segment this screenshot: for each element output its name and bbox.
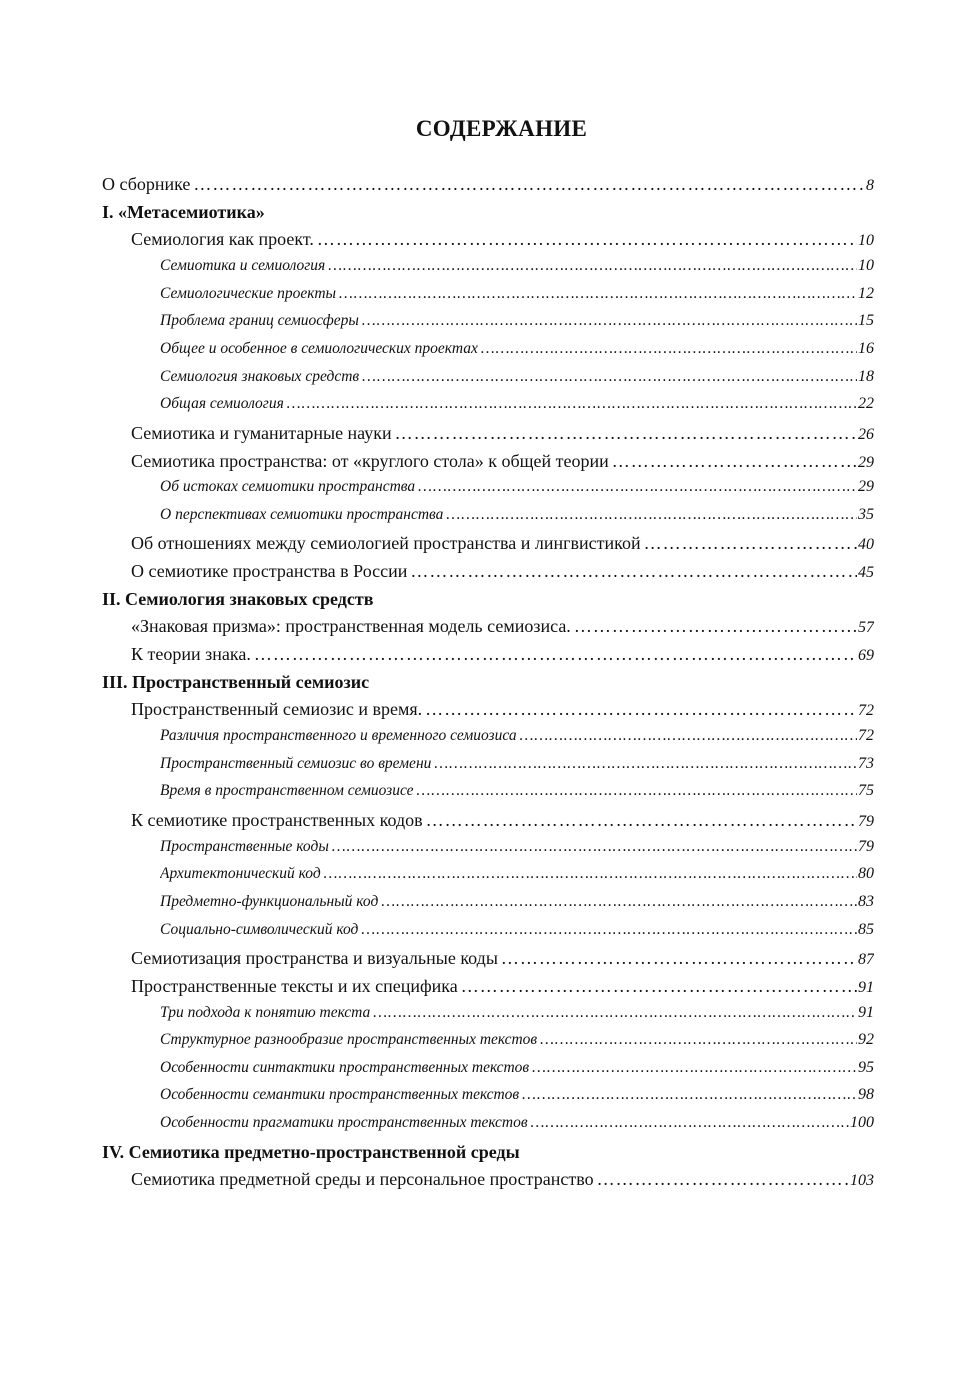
toc-page-number: 57 [858, 619, 874, 637]
toc-entry [160, 838, 874, 856]
toc-entry-label: Различия пространственного и временного семиозиса [160, 727, 517, 744]
toc-entry-label: «Знаковая призма»: пространственная модель семиозиса. [131, 616, 571, 637]
toc-entry [131, 533, 874, 554]
toc-entry-label: Проблема границ семиосферы [160, 312, 359, 330]
dot-leader [540, 1031, 857, 1049]
page-title: СОДЕРЖАНИЕ [415, 116, 588, 141]
toc-section-label: II. Семиология знаковых средств [102, 588, 374, 609]
toc-page-number: 91 [858, 978, 874, 996]
toc-entry-label: Архитектонический код [160, 865, 321, 883]
toc-page-number: 35 [858, 505, 874, 523]
toc-entry [160, 340, 874, 358]
toc-page-number: 29 [858, 453, 874, 471]
toc-section-heading [102, 672, 874, 693]
toc-entry [160, 312, 874, 330]
toc-entry-label: О семиотике пространства в России [131, 561, 408, 582]
dot-leader [193, 174, 865, 195]
toc-page-number: 8 [866, 177, 874, 194]
toc-entry [160, 368, 874, 386]
toc-entry-label: О перспективах семиотики пространства [160, 505, 444, 523]
toc-entry [131, 699, 874, 720]
toc-page-number: 26 [858, 425, 874, 443]
toc-page-number: 16 [858, 339, 874, 357]
toc-entry-label: Социально-символический код [160, 920, 359, 938]
dot-leader [317, 229, 857, 250]
dot-leader [644, 533, 857, 554]
toc-page-number: 69 [858, 647, 874, 665]
toc-entry-label: Особенности семантики пространственных текстов [160, 1086, 520, 1104]
toc-page-number: 79 [858, 812, 874, 830]
dot-leader [481, 340, 857, 358]
toc-entry-label: Семиотизация пространства и визуальные коды [131, 948, 498, 969]
dot-leader [522, 1086, 857, 1104]
dot-leader [597, 1169, 849, 1190]
toc-entry [160, 727, 874, 745]
toc-entry-label: Семиология как проект. [131, 229, 314, 250]
dot-leader [461, 976, 857, 997]
toc-entry [160, 782, 874, 800]
dot-leader [395, 423, 857, 444]
toc-entry [131, 644, 874, 665]
toc-section-label: III. Пространственный семиозис [102, 671, 370, 692]
toc-entry [131, 451, 874, 472]
toc-page-number: 75 [858, 782, 874, 800]
toc-entry-label: Три подхода к понятию текста [160, 1003, 371, 1021]
toc-entry [160, 1114, 874, 1132]
toc-entry-label: Семиотика предметной среды и персональное пространство [131, 1169, 594, 1190]
dot-leader [434, 755, 857, 773]
toc-page-number: 100 [850, 1114, 874, 1132]
toc-entry [160, 478, 874, 496]
toc-entry-label: Предметно-функциональный код [160, 892, 379, 910]
toc-entry [160, 865, 874, 883]
toc-entry-label: Об истоках семиотики пространства [160, 478, 416, 496]
toc-page-number: 98 [858, 1086, 874, 1104]
toc-entry-label: Пространственный семиозис во времени [160, 754, 432, 772]
toc-section-heading [102, 202, 874, 223]
toc-entry-label: Общая семиология [160, 395, 284, 413]
toc-page-number: 87 [858, 951, 874, 969]
toc-page-number: 73 [858, 754, 874, 772]
dot-leader [339, 285, 857, 303]
toc-entry [160, 755, 874, 773]
toc-section-label: IV. Семиотика предметно-пространственной среды [102, 1141, 520, 1162]
toc-page-number: 85 [858, 920, 874, 938]
dot-leader [362, 312, 857, 330]
dot-leader [531, 1114, 849, 1132]
toc-entry-label: Семиотика пространства: от «круглого стола» к общей теории [131, 450, 609, 471]
toc-entry [131, 948, 874, 969]
dot-leader [532, 1059, 857, 1077]
dot-leader [287, 395, 857, 413]
dot-leader [332, 838, 857, 856]
toc-page-number: 10 [858, 232, 874, 250]
toc-entry [160, 395, 874, 413]
toc-page-number: 45 [858, 564, 874, 582]
toc-entry [160, 506, 874, 524]
toc-page-number: 10 [858, 256, 874, 274]
toc-page-number: 12 [858, 284, 874, 302]
toc-entry-label: Семиотика и гуманитарные науки [131, 422, 392, 443]
toc-entry [131, 810, 874, 831]
toc-page-number: 18 [858, 367, 874, 385]
dot-leader [381, 893, 857, 911]
toc-entry [160, 1059, 874, 1077]
toc-entry [160, 1086, 874, 1104]
toc-page-number: 29 [858, 478, 874, 496]
toc-entry-label: Общее и особенное в семиологических проектах [160, 339, 478, 357]
toc-entry-label: К семиотике пространственных кодов [131, 809, 423, 830]
toc-entry-label: Особенности синтактики пространственных текстов [160, 1058, 530, 1076]
dot-leader [426, 810, 857, 831]
toc-entry [160, 1031, 874, 1049]
dot-leader [361, 921, 857, 939]
dot-leader [520, 727, 857, 745]
toc-entry [131, 423, 874, 444]
dot-leader [501, 948, 857, 969]
dot-leader [574, 616, 857, 637]
toc-section-heading [102, 589, 874, 610]
toc-entry [131, 976, 874, 997]
toc-entry [160, 285, 874, 303]
toc-entry-label: Структурное разнообразие пространственных текстов [160, 1031, 538, 1049]
toc-entry-label: Семиотика и семиология [160, 256, 326, 274]
toc-entry [102, 174, 874, 195]
toc-page-number: 103 [850, 1172, 874, 1190]
dot-leader [425, 699, 857, 720]
toc-entry-label: Пространственный семиозис и время. [131, 699, 423, 720]
toc-page-number: 15 [858, 312, 874, 330]
toc-entry [160, 893, 874, 911]
toc-entry [131, 1169, 874, 1190]
dot-leader [446, 506, 857, 524]
toc-section-heading [102, 1142, 874, 1163]
dot-leader [373, 1004, 857, 1022]
toc-entry-label: Особенности прагматики пространственных текстов [160, 1114, 528, 1132]
toc-entry-label: Пространственные коды [160, 837, 329, 855]
dot-leader [254, 644, 857, 665]
toc-entry-label: Семиологические проекты [160, 284, 337, 302]
toc-page-number: 95 [858, 1058, 874, 1076]
toc-entry-label: О сборнике [102, 174, 191, 194]
toc-page-number: 91 [858, 1003, 874, 1021]
toc-entry-label: К теории знака. [131, 644, 251, 665]
toc-page-number: 83 [858, 892, 874, 910]
toc-section-label: I. «Метасемиотика» [102, 201, 265, 222]
dot-leader [328, 257, 857, 275]
dot-leader [417, 782, 858, 800]
toc-page-number: 79 [858, 837, 874, 855]
toc-page-number: 40 [858, 536, 874, 554]
dot-leader [410, 561, 857, 582]
toc-entry [131, 616, 874, 637]
toc-page-number: 22 [858, 395, 874, 413]
toc-entry-label: Семиология знаковых средств [160, 367, 360, 385]
toc-page-number: 80 [858, 865, 874, 883]
toc-page-number: 92 [858, 1031, 874, 1049]
dot-leader [418, 478, 857, 496]
toc-entry-label: Об отношениях между семиологией пространства и лингвистикой [131, 533, 641, 554]
dot-leader [324, 865, 857, 883]
toc-page-number: 72 [858, 702, 874, 720]
dot-leader [612, 451, 857, 472]
toc-entry [160, 257, 874, 275]
toc-entry [131, 561, 874, 582]
toc-page-number: 72 [858, 727, 874, 744]
toc-entry-label: Пространственные тексты и их специфика [131, 975, 458, 996]
toc-entry [160, 1004, 874, 1022]
toc-entry [131, 229, 874, 250]
dot-leader [362, 368, 857, 386]
toc-entry-label: Время в пространственном семиозисе [160, 782, 414, 800]
toc-entry [160, 921, 874, 939]
